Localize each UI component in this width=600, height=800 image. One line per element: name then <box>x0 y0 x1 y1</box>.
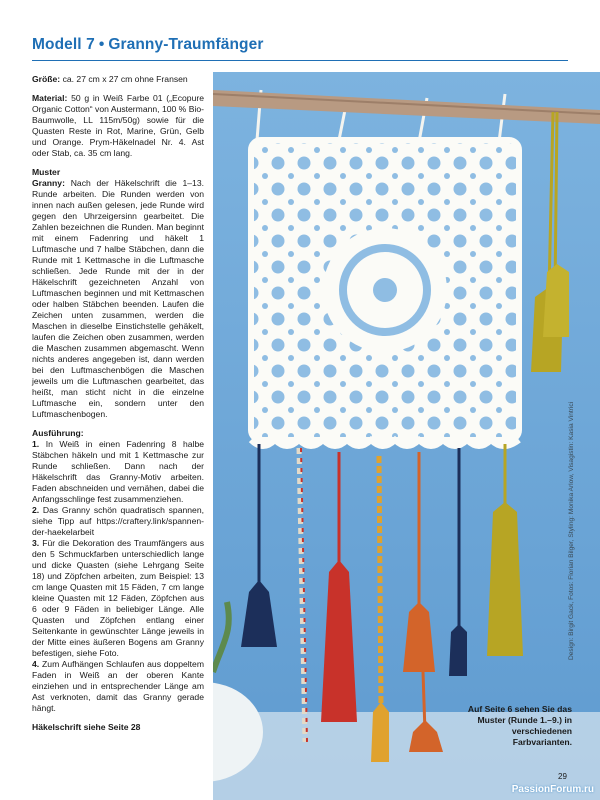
step-4 <box>32 659 204 714</box>
watermark: PassionForum.ru <box>511 784 594 795</box>
material-paragraph <box>32 93 204 159</box>
photo-illustration <box>213 72 600 800</box>
photo-caption: Auf Seite 6 sehen Sie das Muster (Runde 1.–9.) in verschiedenen Farbvarianten. <box>467 704 572 747</box>
granny-text: Nach der Häkelschrift die 1–13. Runde arbeiten. Die Runden werden von innen nach außen gelesen, jede Runde wird gegen den Uhrzeigersinn gearbeitet. Die Zahlen bezeichnen die Runden. Man beginnt mit einem Fadenring und häkelt 1 Luftmasche und 7 halbe Stäbchen, dann die Runde mit 1 Kettmasche in die Luftmasche schließen. Jede Runde mit der in der Häkelschrift gezeichneten Anzahl von Luftmaschen beginnen und mit Kettmaschen oder halben Stäbchen beenden. Laufen die Zeichen unten zusammen, werden die Maschen in dieselbe Einstichstelle gehäkelt, laufen die Zeichen oben zusammen, werden die Maschen zusammen abgemascht. Wenn nichts anderes angegeben ist, dann werden bei den Luftmaschenbögen die Maschen jeweils um die Luftmaschen gearbeitet, das heißt, man sticht nicht in die einzelne Luftmasche ein, sondern unter den Luftmaschenbogen. <box>32 178 205 419</box>
granny-paragraph <box>32 178 204 420</box>
size-label: Größe: <box>32 74 61 84</box>
granny-label: Granny: <box>32 178 65 188</box>
step-number: 3. <box>32 538 40 548</box>
granny-square <box>251 140 519 446</box>
step-text: Für die Dekoration des Traumfängers aus den 5 Schmuckfarben unterschiedlich lange und dicke Quasten (siehe Lehrgang Seite 18) und Zöpfchen arbeiten, zum Beispiel: 13 cm lange Quasten mit 15 Fäden, 7 cm lange kleine Quasten mit 12 Fäden, Zöpfchen aus 6 oder 9 Fäden in beliebiger Länge. Alle Quasten und Zöpfchen entlang einer Seitenkante in gewünschter Länge jeweils in der Mitte eines äußeren Bogens am Granny befestigen, siehe Foto. <box>32 538 204 658</box>
step-text: In Weiß in einen Fadenring 8 halbe Stäbchen häkeln und mit 1 Kettmasche zur Runde schließen. Dann nach der Häkelschrift das Granny-Motiv arbeiten. Faden abschneiden und vernähen, dabei die Anfangsschlinge fest zusammenziehen. <box>32 439 205 504</box>
step-number: 2. <box>32 505 40 515</box>
pattern-heading: Muster <box>32 167 61 177</box>
title-separator: • <box>98 36 105 53</box>
size-paragraph <box>32 74 204 85</box>
model-number: Modell 7 <box>32 36 95 53</box>
step-text: Das Granny schön quadratisch spannen, siehe Tipp auf https://craftery.link/spannen-der-haekelarbeit <box>32 505 204 537</box>
instruction-column <box>32 74 204 741</box>
chart-reference: Häkelschrift siehe Seite 28 <box>32 722 141 732</box>
step-number: 4. <box>32 659 40 669</box>
step-3 <box>32 538 204 659</box>
model-name: Granny-Traumfänger <box>108 36 264 53</box>
step-1 <box>32 439 204 505</box>
title-rule <box>32 60 568 61</box>
material-label: Material: <box>32 93 68 103</box>
page-title <box>32 36 263 54</box>
step-number: 1. <box>32 439 40 449</box>
size-text: ca. 27 cm x 27 cm ohne Fransen <box>62 74 188 84</box>
material-text: 50 g in Weiß Farbe 01 („Ecopure Organic Cotton“ von Austermann, 100 % Bio-Baumwolle, LL 115m/50g) sowie für die Quasten Reste in Rot, Marine, Grün, Gelb und Orange. Prym-Häkelnadel Nr. 4. Ast oder Stab, ca. 35 cm lang. <box>32 93 204 158</box>
step-2 <box>32 505 204 538</box>
photo-credit: Design: Birgit Gack, Fotos: Florian Bilger, Styling: Monika Arlow, Visagistin: Kasia Vintrici <box>568 401 575 660</box>
page-number: 29 <box>558 772 567 781</box>
dreamcatcher-photo <box>213 72 600 800</box>
instructions-heading: Ausführung: <box>32 428 84 438</box>
step-text: Zum Aufhängen Schlaufen aus doppeltem Faden in Weiß an der oberen Kante einziehen und in entsprechender Länge am Ast verknoten, damit das Granny gerade hängt. <box>32 659 204 713</box>
